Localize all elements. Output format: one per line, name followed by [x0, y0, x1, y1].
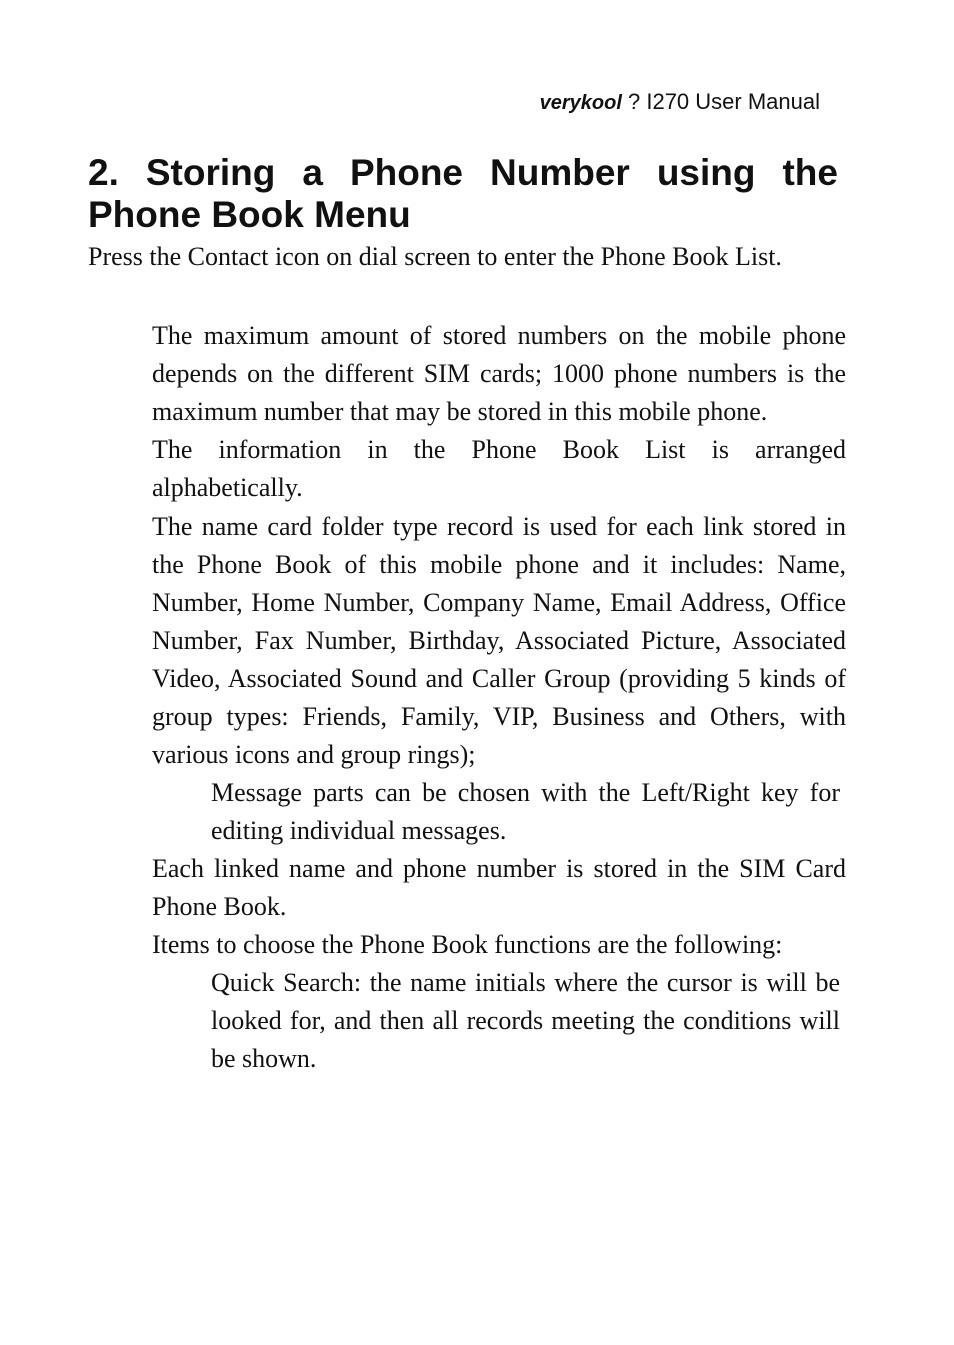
page-header [0, 88, 820, 117]
paragraph-functions-intro: Items to choose the Phone Book functions are the following: [152, 930, 783, 959]
header-brand: verykool [539, 92, 622, 114]
content-block [152, 317, 846, 1078]
intro-paragraph: Press the Contact icon on dial screen to enter the Phone Book List. [88, 242, 782, 271]
section-title: 2. Storing a Phone Number using the Phone Book Menu [88, 152, 838, 235]
paragraph-name-card-fields: The name card folder type record is used for each link stored in the Phone Book of this mobile phone and it includes: Name, Number, Home Number, Company Name, Email Address, Office Number, Fax Number, Birthday, Associated Picture, Associated Video, Associated Sound and Caller Group (providing 5 kinds of group types: Friends, Family, VIP, Business and Others, with various icons and group rings); [152, 512, 846, 769]
paragraph-alphabetical-order: The information in the Phone Book List is arranged alphabetically. [152, 435, 846, 502]
paragraph-sim-storage: Each linked name and phone number is stored in the SIM Card Phone Book. [152, 854, 846, 921]
paragraph-message-parts: Message parts can be chosen with the Left/Right key for editing individual messages. [211, 778, 840, 845]
header-manual-title: ? I270 User Manual [621, 89, 820, 114]
paragraph-storage-capacity: The maximum amount of stored numbers on the mobile phone depends on the different SIM cards; 1000 phone numbers is the maximum number that may be stored in this mobile phone. [152, 321, 846, 426]
paragraph-quick-search: Quick Search: the name initials where the cursor is will be looked for, and then all records meeting the conditions will be shown. [211, 968, 840, 1073]
